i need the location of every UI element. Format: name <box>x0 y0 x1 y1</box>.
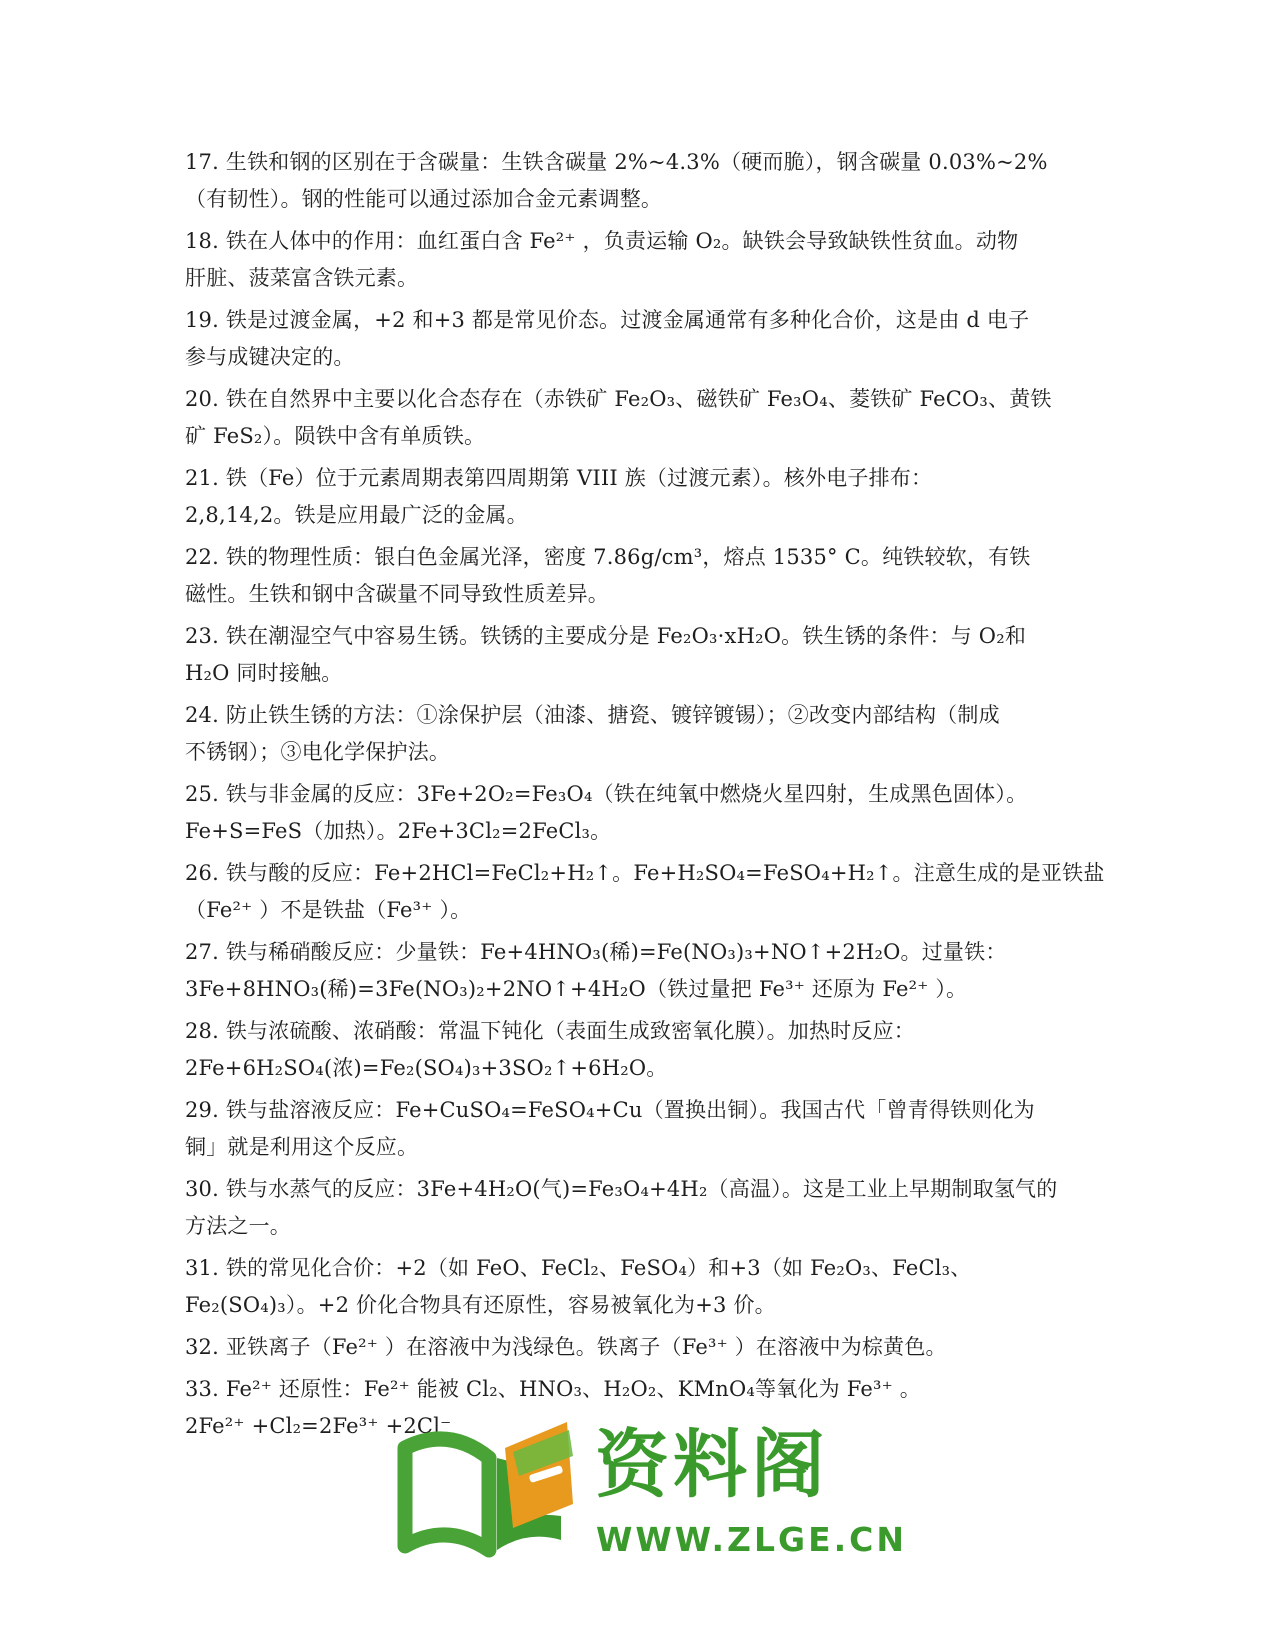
list-item <box>185 460 1090 534</box>
list-item <box>185 855 1105 929</box>
item-line: 23. 铁在潮湿空气中容易生锈。铁锈的主要成分是 Fe₂O₃·xH₂O。铁生锈的条件：与 O₂和 <box>185 624 1027 648</box>
brand-url: WWW.ZLGE.CN <box>596 1520 908 1559</box>
item-line: （有韧性）。钢的性能可以通过添加合金元素调整。 <box>185 187 663 211</box>
list-item <box>185 1171 1090 1245</box>
item-line: 2Fe²⁺ +Cl₂=2Fe³⁺ +2Cl⁻ <box>185 1414 452 1438</box>
item-line: 方法之一。 <box>185 1214 291 1238</box>
item-line: 25. 铁与非金属的反应：3Fe+2O₂=Fe₃O₄（铁在纯氧中燃烧火星四射，生成黑色固体）。 <box>185 782 1028 806</box>
list-item <box>185 776 1090 850</box>
document-body <box>185 144 1105 1450</box>
item-line: 26. 铁与酸的反应：Fe+2HCl=FeCl₂+H₂↑。Fe+H₂SO₄=FeSO₄+H₂↑。注意生成的是亚铁盐 <box>185 861 1105 885</box>
list-item <box>185 1013 1090 1087</box>
list-item <box>185 1329 1090 1366</box>
item-line: 3Fe+8HNO₃(稀)=3Fe(NO₃)₂+2NO↑+4H₂O（铁过量把 Fe³⁺ 还原为 Fe²⁺ ）。 <box>185 977 968 1001</box>
item-line: 27. 铁与稀硝酸反应：少量铁：Fe+4HNO₃(稀)=Fe(NO₃)₃+NO↑+2H₂O。过量铁： <box>185 940 1007 964</box>
item-line: 31. 铁的常见化合价：+2（如 FeO、FeCl₂、FeSO₄）和+3（如 Fe₂O₃、FeCl₃、 <box>185 1256 972 1280</box>
item-line: 铜」就是利用这个反应。 <box>185 1135 419 1159</box>
list-item <box>185 302 1090 376</box>
list-item <box>185 381 1090 455</box>
list-item <box>185 1250 1090 1324</box>
brand-name: 资料阁 <box>595 1422 829 1508</box>
list-item <box>185 539 1090 613</box>
book-logo-icon <box>395 1418 585 1570</box>
item-line: Fe+S=FeS（加热）。2Fe+3Cl₂=2FeCl₃。 <box>185 819 612 843</box>
item-line: 磁性。生铁和钢中含碳量不同导致性质差异。 <box>185 582 609 606</box>
watermark <box>395 1418 908 1570</box>
item-line: 22. 铁的物理性质：银白色金属光泽，密度 7.86g/cm³，熔点 1535° C。纯铁较软，有铁 <box>185 545 1031 569</box>
item-line: 不锈钢）；③电化学保护法。 <box>185 740 451 764</box>
item-line: 20. 铁在自然界中主要以化合态存在（赤铁矿 Fe₂O₃、磁铁矿 Fe₃O₄、菱铁矿 FeCO₃、黄铁 <box>185 387 1052 411</box>
item-line: 矿 FeS₂）。陨铁中含有单质铁。 <box>185 424 486 448</box>
item-line: 32. 亚铁离子（Fe²⁺ ）在溶液中为浅绿色。铁离子（Fe³⁺ ）在溶液中为棕黄色。 <box>185 1335 947 1359</box>
item-line: 24. 防止铁生锈的方法：①涂保护层（油漆、搪瓷、镀锌镀锡）；②改变内部结构（制成 <box>185 703 1000 727</box>
item-line: 19. 铁是过渡金属，+2 和+3 都是常见价态。过渡金属通常有多种化合价，这是由 d 电子 <box>185 308 1030 332</box>
item-line: 29. 铁与盐溶液反应：Fe+CuSO₄=FeSO₄+Cu（置换出铜）。我国古代「曾青得铁则化为 <box>185 1098 1035 1122</box>
item-line: 17. 生铁和钢的区别在于含碳量：生铁含碳量 2%~4.3%（硬而脆），钢含碳量 0.03%~2% <box>185 150 1048 174</box>
item-line: 21. 铁（Fe）位于元素周期表第四周期第 VIII 族（过渡元素）。核外电子排布： <box>185 466 933 490</box>
item-line: 28. 铁与浓硫酸、浓硝酸：常温下钝化（表面生成致密氧化膜）。加热时反应： <box>185 1019 915 1043</box>
list-item <box>185 144 1090 218</box>
item-line: 肝脏、菠菜富含铁元素。 <box>185 266 419 290</box>
item-line: 33. Fe²⁺ 还原性：Fe²⁺ 能被 Cl₂、HNO₃、H₂O₂、KMnO₄等氧化为 Fe³⁺ 。 <box>185 1377 921 1401</box>
item-line: 30. 铁与水蒸气的反应：3Fe+4H₂O(气)=Fe₃O₄+4H₂（高温）。这是工业上早期制取氢气的 <box>185 1177 1058 1201</box>
item-line: Fe₂(SO₄)₃）。+2 价化合物具有还原性，容易被氧化为+3 价。 <box>185 1293 776 1317</box>
list-item <box>185 934 1090 1008</box>
item-line: 18. 铁在人体中的作用：血红蛋白含 Fe²⁺ ，负责运输 O₂。缺铁会导致缺铁性贫血。动物 <box>185 229 1019 253</box>
list-item <box>185 223 1090 297</box>
item-line: 参与成键决定的。 <box>185 345 355 369</box>
item-line: 2,8,14,2。铁是应用最广泛的金属。 <box>185 503 528 527</box>
item-line: 2Fe+6H₂SO₄(浓)=Fe₂(SO₄)₃+3SO₂↑+6H₂O。 <box>185 1056 668 1080</box>
list-item <box>185 1092 1090 1166</box>
list-item <box>185 697 1090 771</box>
item-line: H₂O 同时接触。 <box>185 661 343 685</box>
list-item <box>185 618 1090 692</box>
item-line: （Fe²⁺ ）不是铁盐（Fe³⁺ ）。 <box>185 898 472 922</box>
